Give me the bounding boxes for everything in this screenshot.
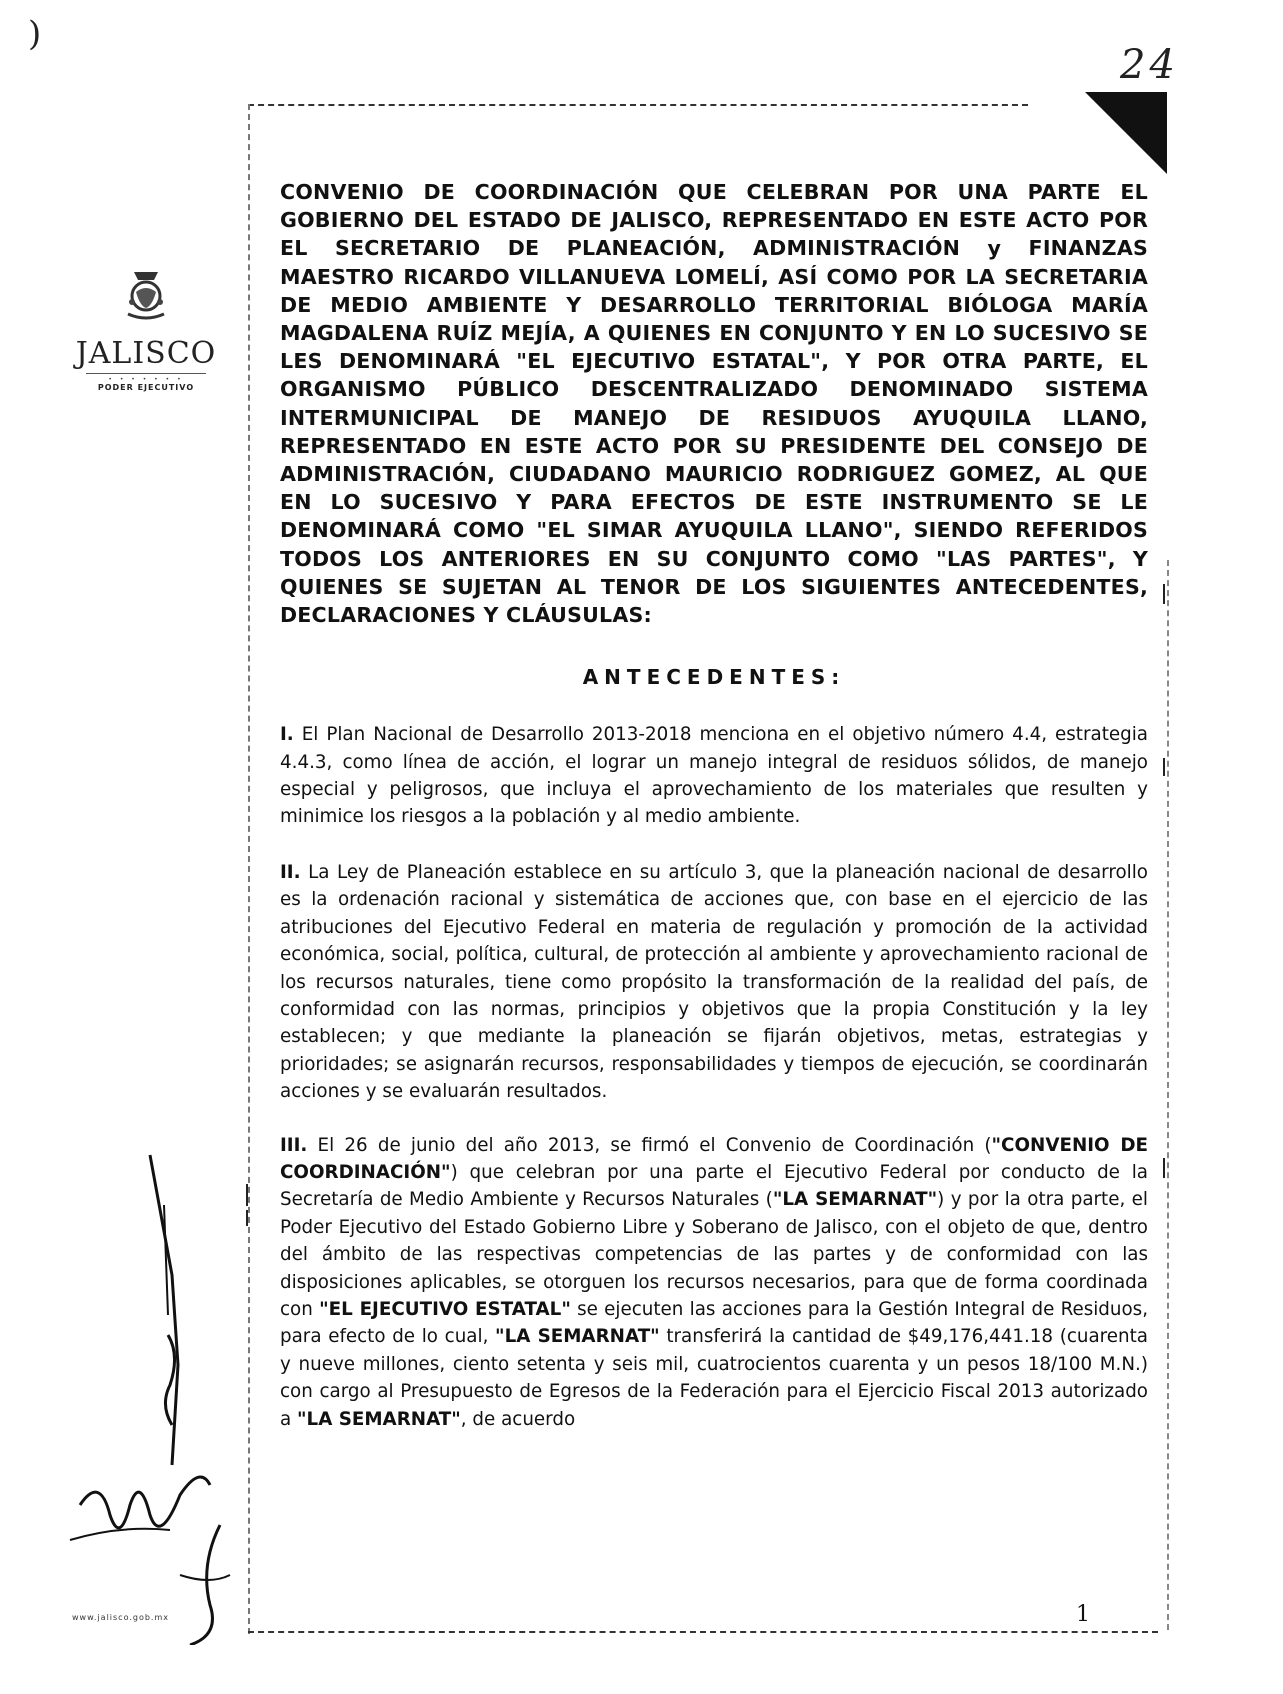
paragraph-text: El 26 de junio del año 2013, se firmó el Convenio de Coordinación (: [307, 1134, 992, 1156]
paragraph-number: II.: [280, 861, 301, 883]
paragraph-iii: [280, 1132, 1148, 1433]
section-heading: ANTECEDENTES:: [582, 665, 846, 690]
footer-url: www.jalisco.gob.mx: [72, 1613, 169, 1622]
scan-border-right: [1167, 560, 1169, 1630]
handwritten-page-number: 24: [1120, 42, 1179, 88]
paragraph-text: ) que celebran por una parte el Ejecutivo Federal por conducto de la Secretaría de Medio Ambiente y Recursos Naturales (: [280, 1161, 1148, 1211]
margin-tick: [246, 1210, 248, 1226]
paragraph-text: El Plan Nacional de Desarrollo 2013-2018 menciona en el objetivo número 4.4, estrategia 4.4.3, como línea de acción, el lograr un manejo integral de residuos sólidos, de manejo especial y peligrosos, que incluya el aprovechamiento de los materiales que resulten y minimice los riesgos a la población y al medio ambiente.: [280, 724, 1148, 828]
emphasis-term: "LA SEMARNAT": [772, 1189, 938, 1211]
paragraph-number: III.: [280, 1134, 308, 1156]
corner-mark: ): [28, 14, 42, 54]
logo-subtitle: PODER EJECUTIVO: [97, 383, 195, 392]
paragraph-text: ) y por la otra parte, el Poder Ejecutivo del Estado Gobierno Libre y Soberano de Jalisco, con el objeto de que, dentro del ámbito de las respectivas competencias de las partes y de conformidad con las disposiciones aplicables, se otorguen los recursos necesarios, para que de forma coordinada con: [280, 1189, 1148, 1320]
emphasis-term: "CONVENIO DE COORDINACIÓN": [280, 1134, 1149, 1183]
paragraph-i: [280, 721, 1148, 831]
logo-brand: JALISCO: [75, 336, 217, 371]
paragraph-ii: [280, 859, 1148, 1106]
paragraph-text: La Ley de Planeación establece en su artículo 3, que la planeación nacional de desarrollo es la ordenación racional y sistemática de acciones que, con base en el ejercicio de las atribuciones del Ejecutivo Federal en materia de regulación y promoción de la actividad económica, social, política, cultural, de protección al ambiente y aprovechamiento racional de los recursos naturales, tiene como propósito la transformación de la realidad del país, de conformidad con las normas, principios y objetivos que la propia Constitución y la ley establecen; y que mediante la planeación se fijarán objetivos, metas, estrategias y prioridades; se asignarán recursos, responsabilidades y tiempos de ejecución, se coordinarán acciones y se evaluarán resultados.: [280, 861, 1148, 1103]
margin-tick: [1163, 1158, 1165, 1178]
scan-border-top: [248, 104, 1028, 106]
paragraph-text: , de acuerdo: [460, 1408, 576, 1430]
crest-icon: [114, 262, 178, 326]
paragraph-text: transferirá la cantidad de $49,176,441.18 (cuarenta y nueve millones, ciento setenta y seis mil, cuatrocientos cuarenta y un pesos 18/100 M.N.) con cargo al Presupuesto de Egresos de la Federación para el Ejercicio Fiscal 2013 autorizado a: [280, 1326, 1148, 1430]
handwritten-signature: [60, 1145, 260, 1645]
logo-divider: [86, 373, 206, 374]
paragraph-number: I.: [280, 724, 294, 746]
paragraph-text: se ejecuten las acciones para la Gestión Integral de Residuos, para efecto de lo cual,: [280, 1298, 1149, 1348]
emphasis-term: "LA SEMARNAT": [495, 1326, 660, 1348]
jalisco-logo: [72, 262, 220, 392]
scan-border-bottom: [248, 1631, 1158, 1633]
logo-dots: • • • • • • •: [108, 376, 184, 383]
margin-tick: [1163, 758, 1165, 776]
page-number: 1: [1076, 1602, 1090, 1627]
margin-tick: [246, 1184, 248, 1206]
emphasis-term: "EL EJECUTIVO ESTATAL": [319, 1298, 571, 1320]
document-body: [280, 178, 1148, 1433]
corner-fold-mark: [1085, 92, 1167, 174]
agreement-title: CONVENIO DE COORDINACIÓN QUE CELEBRAN POR UNA PARTE EL GOBIERNO DEL ESTADO DE JALISCO, REPRESENTADO EN ESTE ACTO POR EL SECRETARIO DE PLANEACIÓN, ADMINISTRACIÓN y FINANZAS MAESTRO RICARDO VILLANUEVA LOMELÍ, ASÍ COMO POR LA SECRETARIA DE MEDIO AMBIENTE Y DESARROLLO TERRITORIAL BIÓLOGA MARÍA MAGDALENA RUÍZ MEJÍA, A QUIENES EN CONJUNTO Y EN LO SUCESIVO SE LES DENOMINARÁ "EL EJECUTIVO ESTATAL", Y POR OTRA PARTE, EL ORGANISMO PÚBLICO DESCENTRALIZADO DENOMINADO SISTEMA INTERMUNICIPAL DE MANEJO DE RESIDUOS AYUQUILA LLANO, REPRESENTADO EN ESTE ACTO POR SU PRESIDENTE DEL CONSEJO DE ADMINISTRACIÓN, CIUDADANO MAURICIO RODRIGUEZ GOMEZ, AL QUE EN LO SUCESIVO Y PARA EFECTOS DE ESTE INSTRUMENTO SE LE DENOMINARÁ COMO "EL SIMAR AYUQUILA LLANO", SIENDO REFERIDOS TODOS LOS ANTERIORES EN SU CONJUNTO COMO "LAS PARTES", Y QUIENES SE SUJETAN AL TENOR DE LOS SIGUIENTES ANTECEDENTES, DECLARACIONES Y CLÁUSULAS:: [280, 180, 1148, 628]
margin-tick: [1163, 584, 1165, 604]
emphasis-term: "LA SEMARNAT": [297, 1408, 461, 1430]
